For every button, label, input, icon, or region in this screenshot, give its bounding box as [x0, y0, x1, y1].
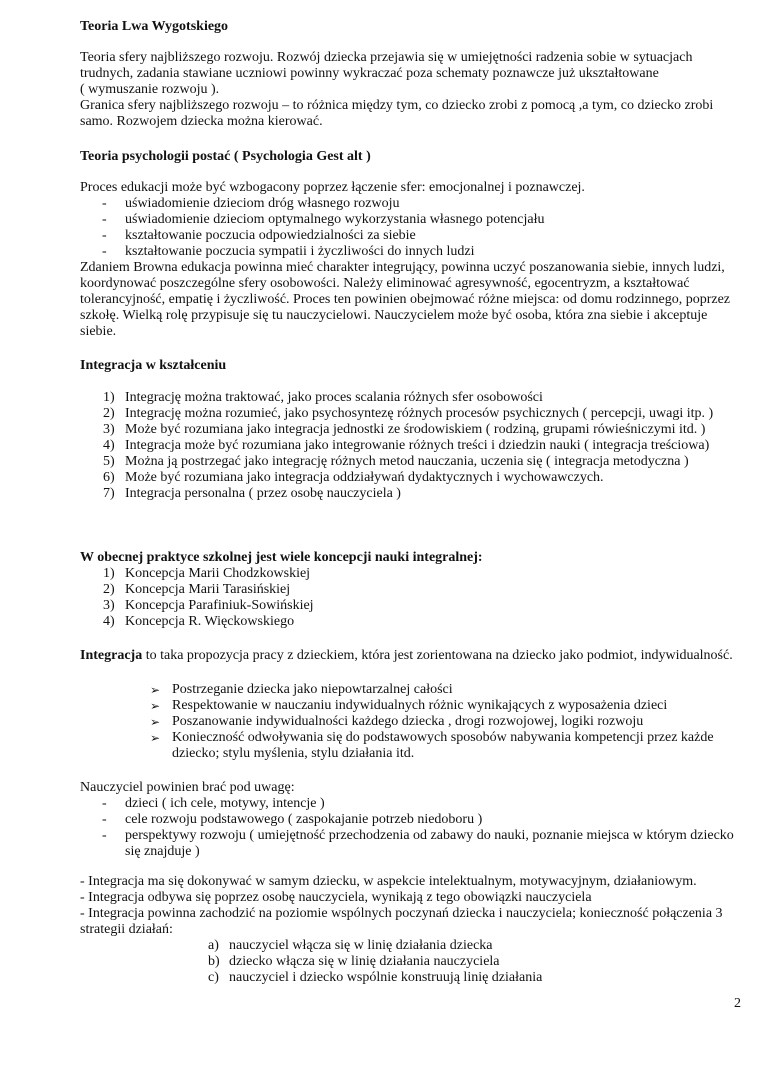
- list-item: Respektowanie w nauczaniu indywidualnych różnic wynikających z wyposażenia dzieci: [172, 698, 668, 713]
- paragraph-line: strategii działań:: [80, 922, 173, 937]
- list-item: Koncepcja Marii Chodzkowskiej: [125, 566, 311, 581]
- list-number: 4): [103, 614, 115, 629]
- dash-bullet: -: [102, 812, 107, 827]
- paragraph-line: ( wymuszanie rozwoju ).: [80, 82, 220, 97]
- definition-text: to taka propozycja pracy z dzieckiem, która jest zorientowana na dziecko jako podmiot, indywidualność.: [142, 648, 733, 663]
- arrow-bullet-icon: ➢: [150, 715, 161, 729]
- list-item: dzieci ( ich cele, motywy, intencje ): [125, 796, 325, 811]
- paragraph-line: Granica sfery najbliższego rozwoju – to różnica między tym, co dziecko zrobi z pomocą ,a tym, co dziecko zrobi: [80, 98, 714, 113]
- list-number: 1): [103, 566, 115, 581]
- heading-integracja-w-ksztalceniu: Integracja w kształceniu: [80, 358, 227, 373]
- paragraph-line: Zdaniem Browna edukacja powinna mieć charakter integrujący, powinna uczyć poszanowania siebie, innych ludzi,: [80, 260, 725, 275]
- list-item: Postrzeganie dziecka jako niepowtarzalnej całości: [172, 682, 453, 697]
- list-number: 3): [103, 422, 115, 437]
- list-number: 3): [103, 598, 115, 613]
- paragraph-line: tolerancyjność, empatię i życzliwość. Proces ten powinien obejmować różne miejsca: od domu rodzinnego, poprzez: [80, 292, 731, 307]
- list-number: 7): [103, 486, 115, 501]
- list-item: Konieczność odwoływania się do podstawowych sposobów nabywania kompetencji przez każde: [172, 730, 714, 745]
- paragraph-line: szkołę. Wielką rolę przypisuje się tu nauczycielowi. Nauczycielem może być osoba, która zna siebie i akceptuje: [80, 308, 708, 323]
- list-number: 6): [103, 470, 115, 485]
- paragraph-line: - Integracja ma się dokonywać w samym dziecku, w aspekcie intelektualnym, motywacyjnym, działaniowym.: [80, 874, 697, 889]
- heading-wygotski: Teoria Lwa Wygotskiego: [80, 19, 229, 34]
- definition-line: [80, 648, 733, 664]
- list-item: dziecko włącza się w linię działania nauczyciela: [229, 954, 500, 969]
- paragraph-line: Nauczyciel powinien brać pod uwagę:: [80, 780, 295, 795]
- paragraph-line: - Integracja powinna zachodzić na poziomie wspólnych poczynań dziecka i nauczyciela; konieczność połączenia 3: [80, 906, 723, 921]
- dash-bullet: -: [102, 196, 107, 211]
- arrow-bullet-icon: ➢: [150, 699, 161, 713]
- heading-koncepcje: W obecnej praktyce szkolnej jest wiele koncepcji nauki integralnej:: [80, 550, 483, 565]
- list-letter: a): [208, 938, 219, 953]
- dash-bullet: -: [102, 828, 107, 843]
- list-item: Koncepcja Marii Tarasińskiej: [125, 582, 291, 597]
- list-item: Integrację można rozumieć, jako psychosyntezę różnych procesów psychicznych ( percepcji, uwagi itp. ): [125, 406, 714, 421]
- arrow-bullet-icon: ➢: [150, 683, 161, 697]
- paragraph-line: samo. Rozwojem dziecka można kierować.: [80, 114, 323, 129]
- list-item-continuation: dziecko; stylu myślenia, stylu działania itd.: [172, 746, 415, 761]
- heading-gestalt: Teoria psychologii postać ( Psychologia Gest alt ): [80, 149, 371, 164]
- list-item: Można ją postrzegać jako integrację różnych metod nauczania, uczenia się ( integracja metodyczna ): [125, 454, 689, 469]
- list-letter: b): [208, 954, 220, 969]
- list-letter: c): [208, 970, 219, 985]
- list-item: cele rozwoju podstawowego ( zaspokajanie potrzeb niedoboru ): [125, 812, 483, 827]
- list-item: Może być rozumiana jako integracja oddziaływań dydaktycznych i wychowawczych.: [125, 470, 604, 485]
- paragraph-line: Proces edukacji może być wzbogacony poprzez łączenie sfer: emocjonalnej i poznawczej.: [80, 180, 585, 195]
- list-item: nauczyciel włącza się w linię działania dziecka: [229, 938, 493, 953]
- paragraph-line: trudnych, zadania stawiane uczniowi powinny wykraczać poza schematy poznawcze już ukształtowane: [80, 66, 659, 81]
- list-item: Koncepcja Parafiniuk-Sowińskiej: [125, 598, 314, 613]
- list-number: 4): [103, 438, 115, 453]
- list-item: perspektywy rozwoju ( umiejętność przechodzenia od zabawy do nauki, poznanie miejsca w którym dziecko: [125, 828, 734, 843]
- paragraph-line: - Integracja odbywa się poprzez osobę nauczyciela, wynikają z tego obowiązki nauczyciela: [80, 890, 592, 905]
- paragraph-line: siebie.: [80, 324, 117, 339]
- list-number: 2): [103, 406, 115, 421]
- dash-bullet: -: [102, 796, 107, 811]
- paragraph-line: koordynować poszczególne sfery osobowości. Należy eliminować agresywność, egocentryzm, a kształtować: [80, 276, 690, 291]
- list-item: Integracja może być rozumiana jako integrowanie różnych treści i dziedzin nauki ( integracja treściowa): [125, 438, 710, 453]
- page-number: 2: [734, 996, 741, 1011]
- defined-term: Integracja: [80, 648, 143, 663]
- list-item: Integracja personalna ( przez osobę nauczyciela ): [125, 486, 401, 501]
- list-item: Może być rozumiana jako integracja jednostki ze środowiskiem ( rodziną, grupami rówieśniczymi itd. ): [125, 422, 706, 437]
- list-item: uświadomienie dzieciom dróg własnego rozwoju: [125, 196, 400, 211]
- list-item: Integrację można traktować, jako proces scalania różnych sfer osobowości: [125, 390, 543, 405]
- list-item: Poszanowanie indywidualności każdego dziecka , drogi rozwojowej, logiki rozwoju: [172, 714, 644, 729]
- list-item: nauczyciel i dziecko wspólnie konstruują linię działania: [229, 970, 543, 985]
- dash-bullet: -: [102, 212, 107, 227]
- arrow-bullet-icon: ➢: [150, 731, 161, 745]
- list-item: kształtowanie poczucia sympatii i życzliwości do innych ludzi: [125, 244, 475, 259]
- dash-bullet: -: [102, 228, 107, 243]
- paragraph-line: Teoria sfery najbliższego rozwoju. Rozwój dziecka przejawia się w umiejętności radzenia sobie w sytuacjach: [80, 50, 693, 65]
- list-number: 2): [103, 582, 115, 597]
- list-item-continuation: się znajduje ): [125, 844, 200, 859]
- list-item: uświadomienie dzieciom optymalnego wykorzystania własnego potencjału: [125, 212, 545, 227]
- list-item: Koncepcja R. Więckowskiego: [125, 614, 295, 629]
- dash-bullet: -: [102, 244, 107, 259]
- list-number: 5): [103, 454, 115, 469]
- list-number: 1): [103, 390, 115, 405]
- list-item: kształtowanie poczucia odpowiedzialności za siebie: [125, 228, 416, 243]
